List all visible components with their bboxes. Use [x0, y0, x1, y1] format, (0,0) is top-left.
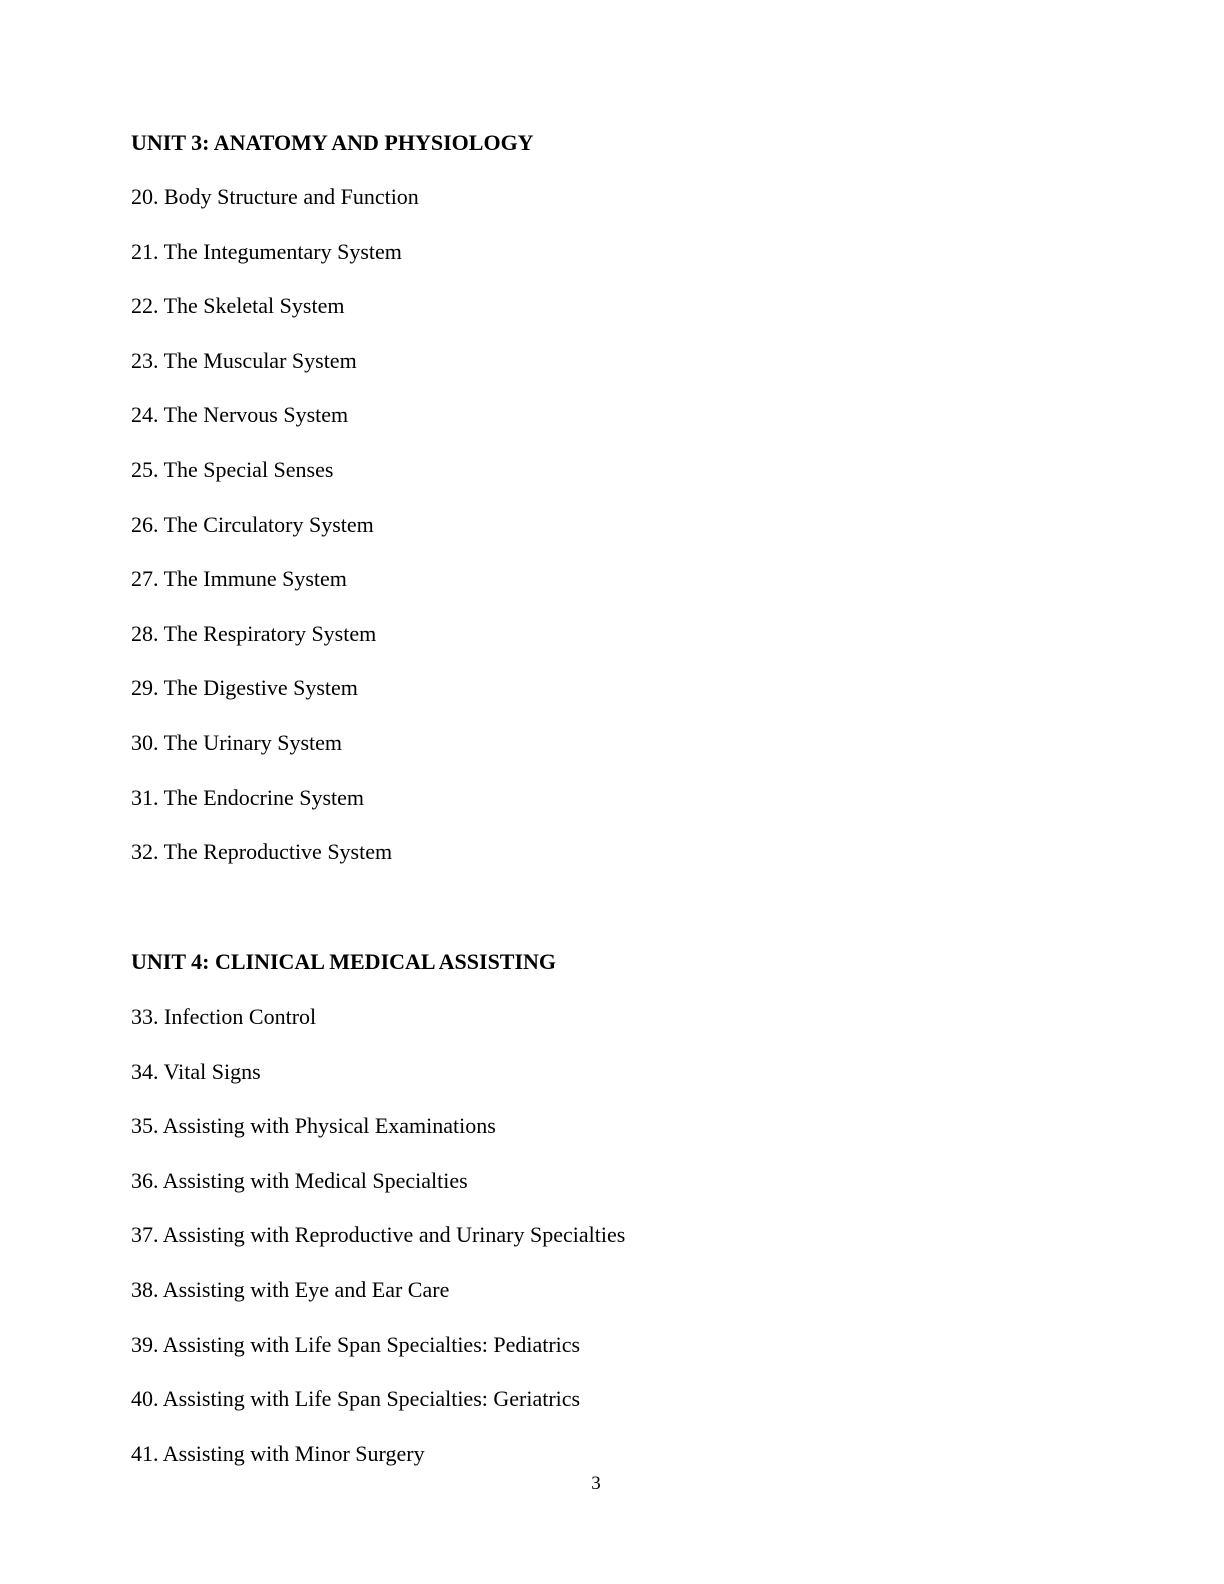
chapter-item: 26. The Circulatory System	[131, 511, 374, 537]
chapter-item: 22. The Skeletal System	[131, 293, 345, 319]
chapter-item: 28. The Respiratory System	[131, 620, 377, 646]
chapter-item: 41. Assisting with Minor Surgery	[131, 1440, 425, 1466]
chapter-item: 36. Assisting with Medical Specialties	[131, 1167, 468, 1193]
chapter-item: 25. The Special Senses	[131, 456, 334, 482]
unit-3-heading: UNIT 3: ANATOMY AND PHYSIOLOGY	[131, 130, 534, 155]
chapter-item: 24. The Nervous System	[131, 402, 349, 428]
chapter-item: 40. Assisting with Life Span Specialties: Geriatrics	[131, 1386, 581, 1412]
chapter-item: 37. Assisting with Reproductive and Urinary Specialties	[131, 1222, 626, 1248]
chapter-item: 33. Infection Control	[131, 1004, 317, 1029]
chapter-item: 35. Assisting with Physical Examinations	[131, 1113, 496, 1139]
chapter-item: 38. Assisting with Eye and Ear Care	[131, 1276, 450, 1302]
chapter-item: 39. Assisting with Life Span Specialties: Pediatrics	[131, 1331, 581, 1357]
chapter-item: 32. The Reproductive System	[131, 839, 393, 865]
chapter-item: 34. Vital Signs	[131, 1058, 261, 1084]
chapter-item: 29. The Digestive System	[131, 675, 358, 701]
unit-4-heading: UNIT 4: CLINICAL MEDICAL ASSISTING	[131, 949, 557, 974]
chapter-item: 31. The Endocrine System	[131, 784, 364, 810]
chapter-item: 23. The Muscular System	[131, 347, 357, 373]
chapter-item: 27. The Immune System	[131, 566, 347, 592]
chapter-item: 30. The Urinary System	[131, 729, 343, 755]
page-number: 3	[591, 1473, 601, 1494]
unit-3-chapter-list	[131, 184, 419, 894]
chapter-item: 20. Body Structure and Function	[131, 184, 419, 209]
chapter-item: 21. The Integumentary System	[131, 238, 402, 264]
unit-4-chapter-list	[131, 1004, 625, 1495]
